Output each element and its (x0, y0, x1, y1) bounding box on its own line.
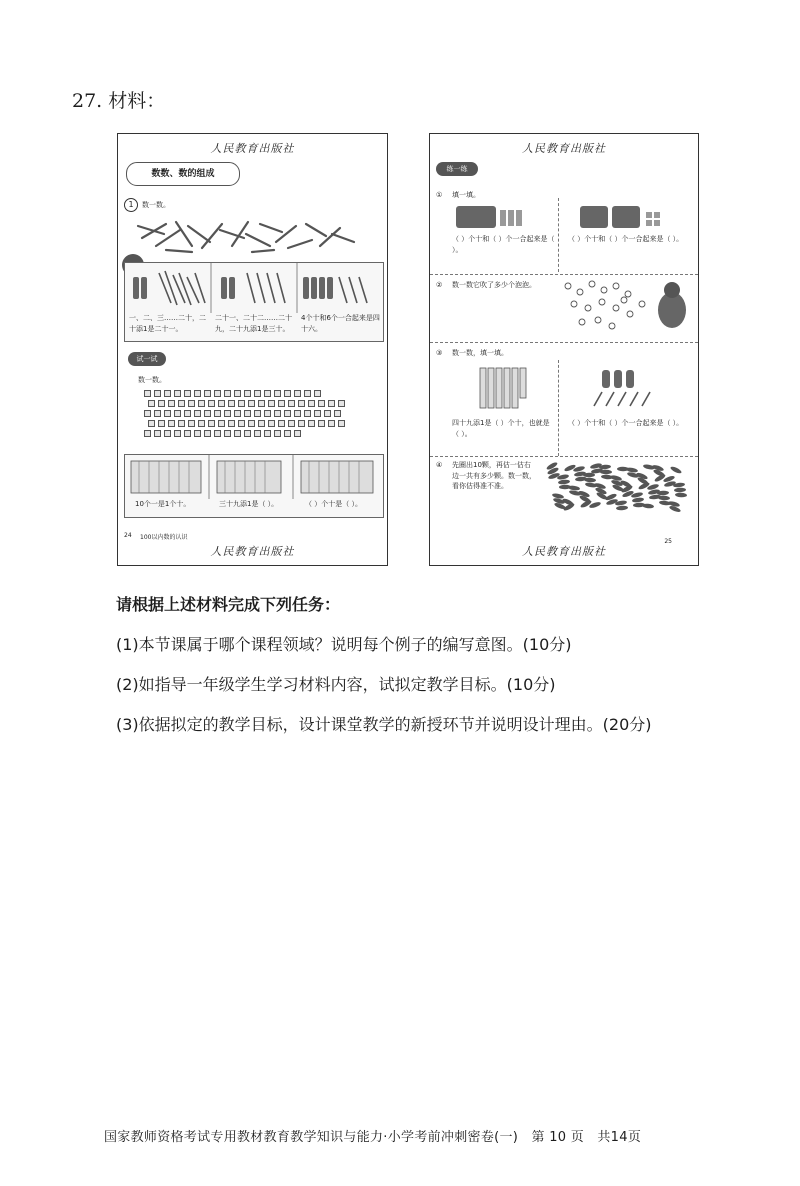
cube (204, 390, 211, 397)
fill-a: （ ）个十和（ ）个一合起来是（ ）。 (452, 235, 555, 254)
cube (164, 410, 171, 417)
bottom-caption-1: 10个一是1个十。 (135, 500, 191, 508)
cube (168, 420, 175, 427)
cube (228, 420, 235, 427)
cube (238, 420, 245, 427)
cube (184, 390, 191, 397)
task-list (116, 591, 652, 745)
cube (164, 390, 171, 397)
bottom-caption-2: 三十九添1是（ ）。 (219, 500, 279, 508)
cube (224, 390, 231, 397)
candy (569, 490, 582, 497)
cube (198, 420, 205, 427)
item-1-text: 填一填。 (452, 191, 480, 199)
cube (264, 430, 271, 437)
cube (144, 430, 151, 437)
cube (338, 420, 345, 427)
page-number-right: 25 (664, 538, 672, 545)
chapter-title: 100以内数的认识 (140, 534, 188, 541)
item-3-text: 数一数，填一填。 (452, 349, 508, 357)
cube (228, 400, 235, 407)
cube (284, 410, 291, 417)
cube (148, 420, 155, 427)
topic-banner: 数数、数的组成 (126, 162, 240, 186)
cube (214, 430, 221, 437)
cube (188, 420, 195, 427)
cube (324, 410, 331, 417)
cube (254, 410, 261, 417)
candy (558, 479, 570, 485)
task-item-2: (2)如指导一年级学生学习材料内容，试拟定教学目标。(10分) (116, 675, 556, 694)
fill-c: 四十九添1是（ ）个十，也就是（ ）。 (452, 419, 550, 438)
fill-b: （ ）个十和（ ）个一合起来是（ ）。 (568, 235, 684, 243)
cube (234, 410, 241, 417)
divider (430, 342, 698, 343)
cube (284, 390, 291, 397)
cube (278, 400, 285, 407)
cube (314, 390, 321, 397)
cube (258, 420, 265, 427)
cube (144, 410, 151, 417)
item-4-num: ④ (436, 461, 443, 469)
sticks-illustration (136, 216, 356, 256)
cube (278, 420, 285, 427)
bubbles-illustration (558, 278, 698, 338)
cube (318, 400, 325, 407)
candy (659, 500, 671, 506)
cube (144, 390, 151, 397)
cube (174, 430, 181, 437)
candy (601, 474, 613, 479)
section-title: 数一数。 (142, 201, 170, 209)
example-strip (124, 262, 384, 342)
cubes-illustration (144, 390, 364, 446)
cube (168, 400, 175, 407)
cube (294, 390, 301, 397)
divider (430, 456, 698, 457)
cube (244, 390, 251, 397)
cube (204, 430, 211, 437)
cube (174, 390, 181, 397)
cube (218, 400, 225, 407)
cube (194, 430, 201, 437)
cube (338, 400, 345, 407)
cube (158, 420, 165, 427)
cube (198, 400, 205, 407)
fill-d: （ ）个十和（ ）个一合起来是（ ）。 (568, 419, 684, 427)
candy (670, 465, 683, 474)
textbook-page-right (429, 133, 699, 566)
cube (244, 430, 251, 437)
cube (304, 390, 311, 397)
page-number-left: 24 (124, 532, 132, 539)
candy (643, 464, 656, 471)
cube (334, 410, 341, 417)
cube (208, 420, 215, 427)
cube (254, 390, 261, 397)
task-heading: 请根据上述材料完成下列任务： (116, 595, 341, 614)
question-label: 材料： (108, 90, 166, 112)
publisher-footer-right: 人民教育出版社 (522, 545, 606, 558)
cube-groups-illustration (125, 455, 383, 499)
cube (288, 400, 295, 407)
cube (254, 430, 261, 437)
cube (314, 410, 321, 417)
item-1-num: ① (436, 191, 443, 199)
divider (558, 198, 559, 272)
cube (154, 410, 161, 417)
caption-3: 4个十和6个一合起来是四十六。 (301, 314, 380, 333)
cube (234, 430, 241, 437)
cube (238, 400, 245, 407)
item-2-text: 数一数它吹了多少个泡泡。 (452, 281, 536, 289)
cube (288, 420, 295, 427)
cube (208, 400, 215, 407)
cube (214, 390, 221, 397)
bottom-caption-3: （ ）个十是（ ）。 (305, 500, 362, 508)
cube (248, 420, 255, 427)
caption-1: 一、二、三……二十，二十添1是二十一。 (129, 314, 206, 333)
cube (224, 410, 231, 417)
cube (294, 430, 301, 437)
task-item-3: (3)依据拟定的教学目标，设计课堂教学的新授环节并说明设计理由。(20分) (116, 715, 652, 734)
cube (274, 430, 281, 437)
candy (675, 492, 687, 497)
candy (585, 482, 598, 488)
cube (194, 410, 201, 417)
cube (258, 400, 265, 407)
cube (294, 410, 301, 417)
cube (328, 400, 335, 407)
cube (304, 410, 311, 417)
cube (148, 400, 155, 407)
cubes-examples-strip (124, 454, 384, 518)
cube (178, 400, 185, 407)
candy (617, 467, 629, 472)
candy (674, 488, 686, 493)
cube (164, 430, 171, 437)
item-3-num: ③ (436, 349, 443, 357)
divider (430, 274, 698, 275)
bundles-illustration (125, 263, 383, 313)
cube (328, 420, 335, 427)
practice-label: 练一练 (436, 162, 478, 176)
candy (632, 497, 644, 503)
cube (214, 410, 221, 417)
cube (248, 400, 255, 407)
cube (154, 390, 161, 397)
try-label: 试一试 (128, 352, 166, 366)
task-item-1: (1)本节课属于哪个课程领域？说明每个例子的编写意图。(10分) (116, 635, 572, 654)
item-4-text: 先圈出10颗，再估一估右边一共有多少颗。数一数，看你估得准不准。 (452, 461, 536, 490)
cube (298, 400, 305, 407)
cube (268, 420, 275, 427)
section-number: 1 (124, 198, 138, 212)
question-number: 27. 材料： (72, 90, 166, 112)
cube (264, 390, 271, 397)
candy (616, 505, 628, 510)
cube (298, 420, 305, 427)
cube (154, 430, 161, 437)
textbook-page-left (117, 133, 388, 566)
cube (184, 430, 191, 437)
cube (274, 390, 281, 397)
cube (178, 420, 185, 427)
publisher-header: 人民教育出版社 (210, 142, 295, 155)
publisher-footer: 人民教育出版社 (210, 545, 295, 558)
cube (268, 400, 275, 407)
cube (264, 410, 271, 417)
page-footer: 国家教师资格考试专用教材教育教学知识与能力·小学考前冲刺密卷(一) 第 10 页 共14页 (104, 1130, 642, 1145)
cube (204, 410, 211, 417)
candy (552, 493, 565, 500)
cube (218, 420, 225, 427)
item-2-num: ② (436, 281, 443, 289)
caption-2: 二十一、二十二……二十九，二十九添1是三十。 (215, 314, 292, 333)
cube (308, 400, 315, 407)
publisher-header-right: 人民教育出版社 (522, 142, 606, 155)
cube (174, 410, 181, 417)
divider (558, 360, 559, 456)
cube (234, 390, 241, 397)
rods-illustration (450, 366, 690, 412)
cube (188, 400, 195, 407)
cube (284, 430, 291, 437)
cube (318, 420, 325, 427)
candy (627, 471, 640, 478)
candies-illustration (542, 458, 694, 518)
cube (184, 410, 191, 417)
cube (244, 410, 251, 417)
cube (158, 400, 165, 407)
cube (224, 430, 231, 437)
try-prompt: 数一数。 (138, 376, 166, 384)
cube (274, 410, 281, 417)
fill-illustration (450, 202, 690, 232)
cube (194, 390, 201, 397)
cube (308, 420, 315, 427)
